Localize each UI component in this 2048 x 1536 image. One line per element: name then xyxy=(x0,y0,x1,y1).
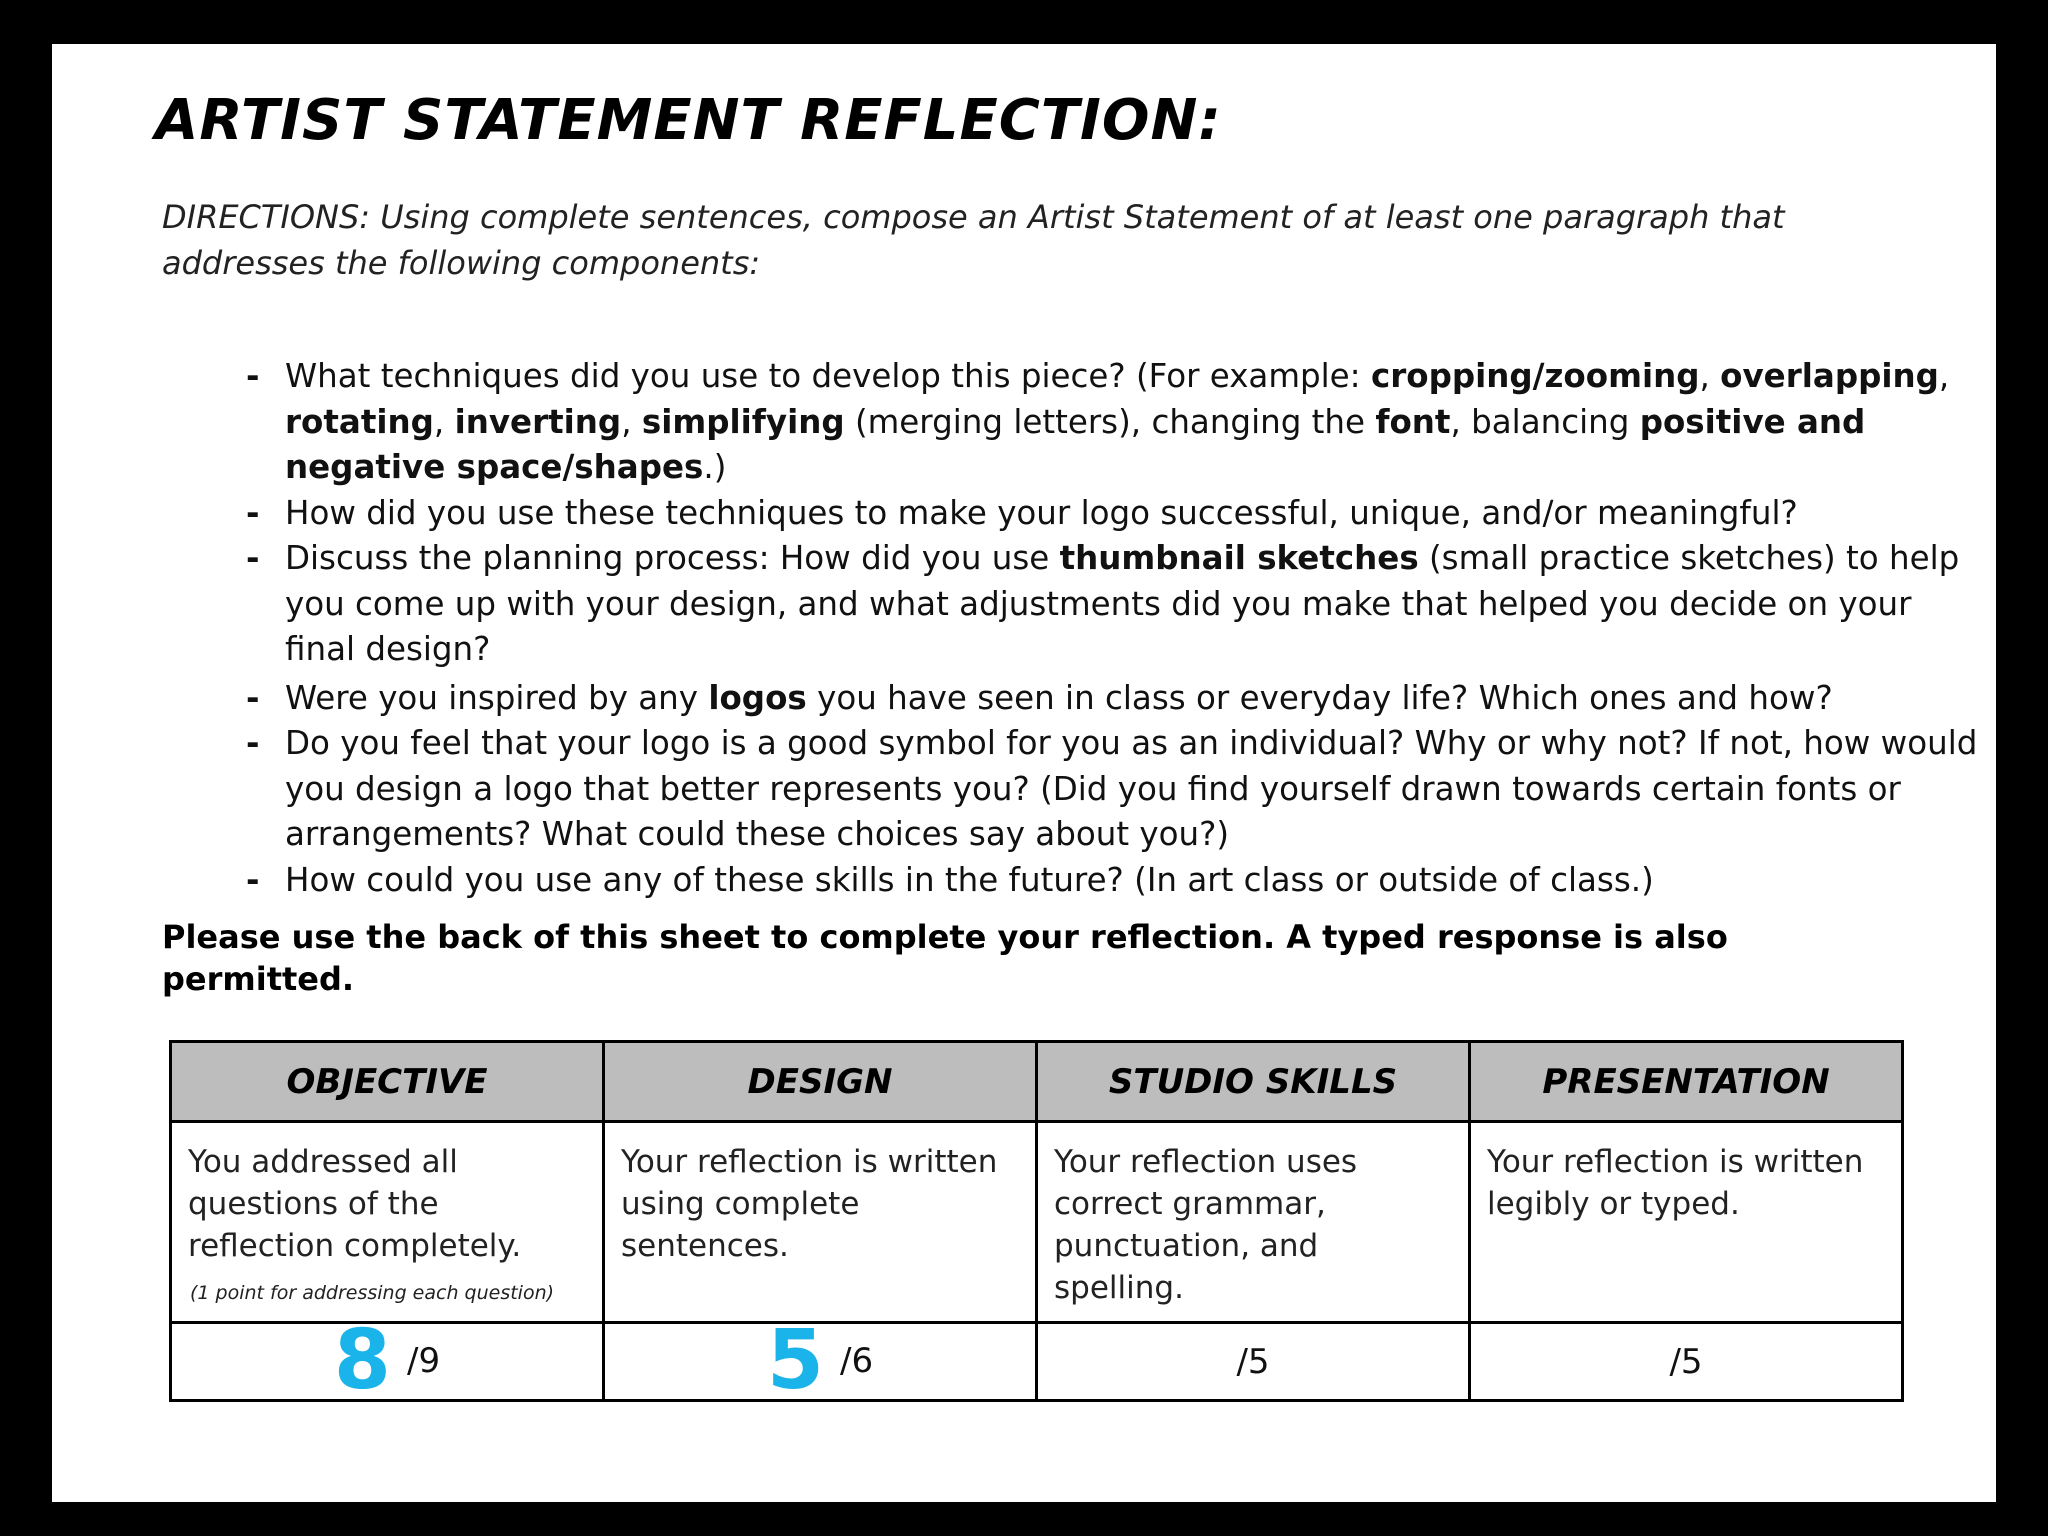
text-run: Discuss the planning process: How did you use xyxy=(285,539,1060,577)
worksheet-page xyxy=(52,44,1996,1502)
text-run: Do you feel that your logo is a good symbol for you as an individual? Why or why not? If not, how would you design a logo that better represents you? (Did you find yourself drawn towards certain fonts or arrangements? What could these choices say about you?) xyxy=(285,724,1978,853)
bullet-dash: - xyxy=(246,539,260,577)
component-item xyxy=(162,721,1982,858)
text-run: How could you use any of these skills in the future? (In art class or outside of class.) xyxy=(285,860,1654,899)
header-objective: OBJECTIVE xyxy=(171,1042,604,1122)
bullet-dash: - xyxy=(246,357,260,395)
studio-skills-score-total: /5 xyxy=(1236,1341,1270,1382)
text-run: What techniques did you use to develop this piece? (For example: xyxy=(285,357,1371,395)
emphasized-term: thumbnail sketches xyxy=(1059,539,1419,577)
header-studio-skills: STUDIO SKILLS xyxy=(1037,1042,1470,1122)
grading-rubric xyxy=(169,1040,1904,1408)
component-text xyxy=(285,724,1977,853)
page-title: ARTIST STATEMENT REFLECTION: xyxy=(155,88,1222,153)
design-score-total: /6 xyxy=(839,1341,874,1381)
emphasized-term: positive and negative space/shapes xyxy=(285,402,1866,486)
component-text xyxy=(285,494,1798,532)
text-run: .) xyxy=(703,448,727,486)
component-item xyxy=(162,858,1982,904)
text-run: , balancing xyxy=(1450,402,1640,441)
emphasized-term: font xyxy=(1375,402,1451,441)
component-text xyxy=(285,357,1949,486)
presentation-score-total: /5 xyxy=(1669,1341,1703,1382)
text-run: , xyxy=(1699,357,1721,395)
presentation-score-cell xyxy=(1470,1323,1903,1401)
bullet-dash: - xyxy=(246,493,260,532)
rubric-score-row xyxy=(171,1323,1903,1401)
component-item xyxy=(162,491,1982,537)
header-presentation: PRESENTATION xyxy=(1470,1042,1903,1122)
rubric-header-row xyxy=(171,1042,1903,1122)
component-item xyxy=(162,536,1982,673)
objective-score-earned: 8 xyxy=(333,1313,391,1408)
objective-description: You addressed all questions of the reflection completely. xyxy=(188,1144,522,1264)
design-criteria xyxy=(604,1122,1037,1323)
component-text xyxy=(285,679,1833,717)
bullet-dash: - xyxy=(246,678,260,717)
components-list xyxy=(162,354,1982,903)
text-run: , xyxy=(433,402,455,441)
bullet-dash: - xyxy=(246,860,260,899)
text-run: , xyxy=(1938,357,1950,395)
presentation-criteria xyxy=(1470,1122,1903,1323)
component-text xyxy=(285,539,1959,668)
emphasized-term: cropping/zooming xyxy=(1370,357,1700,395)
emphasized-term: simplifying xyxy=(641,402,845,441)
text-run: (merging letters), changing the xyxy=(844,402,1376,441)
component-item xyxy=(162,354,1982,491)
objective-criteria xyxy=(171,1122,604,1323)
text-run: you have seen in class or everyday life? Which ones and how? xyxy=(806,678,1833,717)
design-score-earned: 5 xyxy=(766,1313,824,1408)
studio-skills-description: Your reflection uses correct grammar, punctuation, and spelling. xyxy=(1054,1144,1358,1306)
text-run: , xyxy=(621,402,642,441)
text-run: How did you use these techniques to make your logo successful, unique, and/or meaningful? xyxy=(285,493,1798,532)
design-description: Your reflection is written using complete sentences. xyxy=(621,1144,998,1264)
component-item xyxy=(162,676,1982,722)
text-run: (small practice sketches) to help you come up with your design, and what adjustments did you make that helped you decide on your final design? xyxy=(285,539,1960,668)
presentation-description: Your reflection is written legibly or typed. xyxy=(1487,1144,1864,1222)
objective-point-hint: (1 point for addressing each question) xyxy=(190,1282,555,1304)
directions-text: DIRECTIONS: Using complete sentences, compose an Artist Statement of at least one paragraph that addresses the following components: xyxy=(162,198,1785,282)
emphasized-term: rotating xyxy=(285,402,434,441)
design-score-cell xyxy=(604,1313,1037,1408)
component-text xyxy=(285,861,1654,899)
header-design: DESIGN xyxy=(604,1042,1037,1122)
rubric-description-row xyxy=(171,1122,1903,1323)
objective-score-cell xyxy=(171,1313,604,1408)
text-run: Were you inspired by any xyxy=(285,678,709,717)
emphasized-term: overlapping xyxy=(1720,357,1939,395)
bullet-dash: - xyxy=(246,724,260,762)
emphasized-term: logos xyxy=(708,678,807,717)
objective-score-total: /9 xyxy=(406,1341,441,1381)
emphasized-term: inverting xyxy=(454,402,622,441)
studio-skills-criteria xyxy=(1037,1122,1470,1323)
studio-skills-score-cell xyxy=(1037,1323,1470,1401)
submission-note: Please use the back of this sheet to complete your reflection. A typed response is also permitted. xyxy=(162,918,1728,998)
